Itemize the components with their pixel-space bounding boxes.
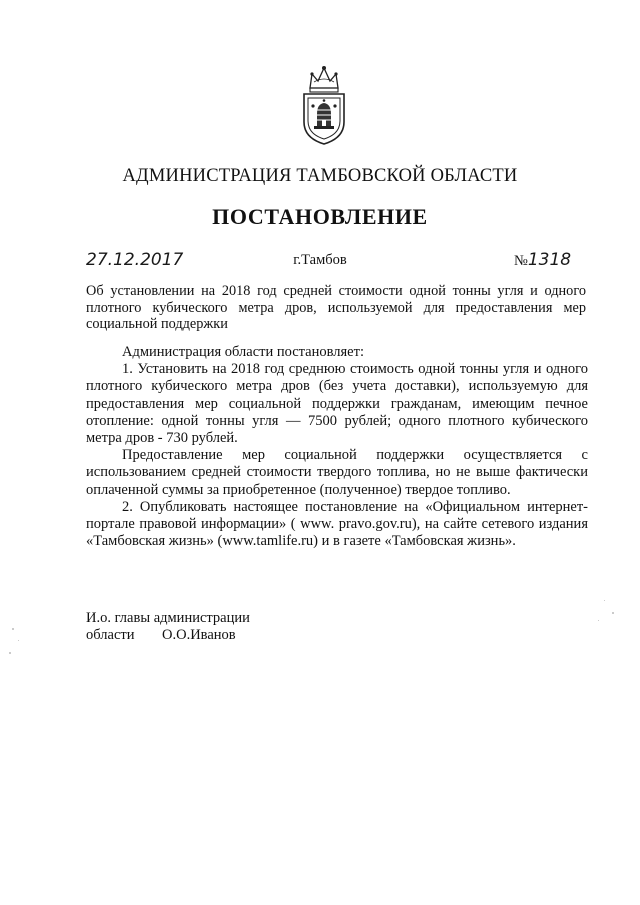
signer-position-line2: области xyxy=(86,627,135,643)
scan-artifact xyxy=(598,620,599,621)
signer-row xyxy=(86,627,250,644)
body-item-2: 2. Опубликовать настоящее постановление на «Официальном интернет-портале правовой информации» ( www. pravo.gov.ru), на сайте сетевого издания «Тамбовская жизнь» (www.tamlife.ru) и в газете «Тамбовская жизнь». xyxy=(86,498,588,550)
signature-block xyxy=(86,610,250,644)
number-value: 1318 xyxy=(527,250,572,270)
document-city: г.Тамбов xyxy=(293,252,347,268)
scan-artifact xyxy=(12,628,14,630)
signer-name: О.О.Иванов xyxy=(162,627,236,643)
signer-position-line1: И.о. главы администрации xyxy=(86,610,250,626)
organization-title: АДМИНИСТРАЦИЯ ТАМБОВСКОЙ ОБЛАСТИ xyxy=(122,166,518,186)
document-subject: Об установлении на 2018 год средней стоимости одной тонны угля и одного плотного кубического метра дров, используемой для предоставления мер социальной поддержки xyxy=(86,283,586,332)
coat-of-arms-icon xyxy=(300,62,348,146)
scan-artifact xyxy=(18,640,19,641)
body-intro: Администрация области постановляет: xyxy=(122,344,364,360)
document-date: 27.12.2017 xyxy=(86,250,184,270)
scan-artifact xyxy=(604,600,605,601)
scan-artifact xyxy=(9,652,11,654)
document-body xyxy=(86,344,588,550)
document-number xyxy=(514,250,571,270)
body-item-1-note: Предоставление мер социальной поддержки осуществляется с использованием средней стоимости твердого топлива, но не выше фактически оплаченной суммы за приобретенное (полученное) твердое топливо. xyxy=(86,447,588,498)
document-type-title: ПОСТАНОВЛЕНИЕ xyxy=(212,204,428,229)
body-item-1: 1. Установить на 2018 год среднюю стоимость одной тонны угля и одного плотного кубического метра дров (без учета доставки), используемую для предоставления мер социальной поддержки гражданам, имеющим печное отопление: одной тонны угля — 7500 рублей; одного плотного кубического метра дров - 730 рублей. xyxy=(86,361,588,447)
number-label: № xyxy=(514,253,528,269)
scan-artifact xyxy=(612,612,614,614)
